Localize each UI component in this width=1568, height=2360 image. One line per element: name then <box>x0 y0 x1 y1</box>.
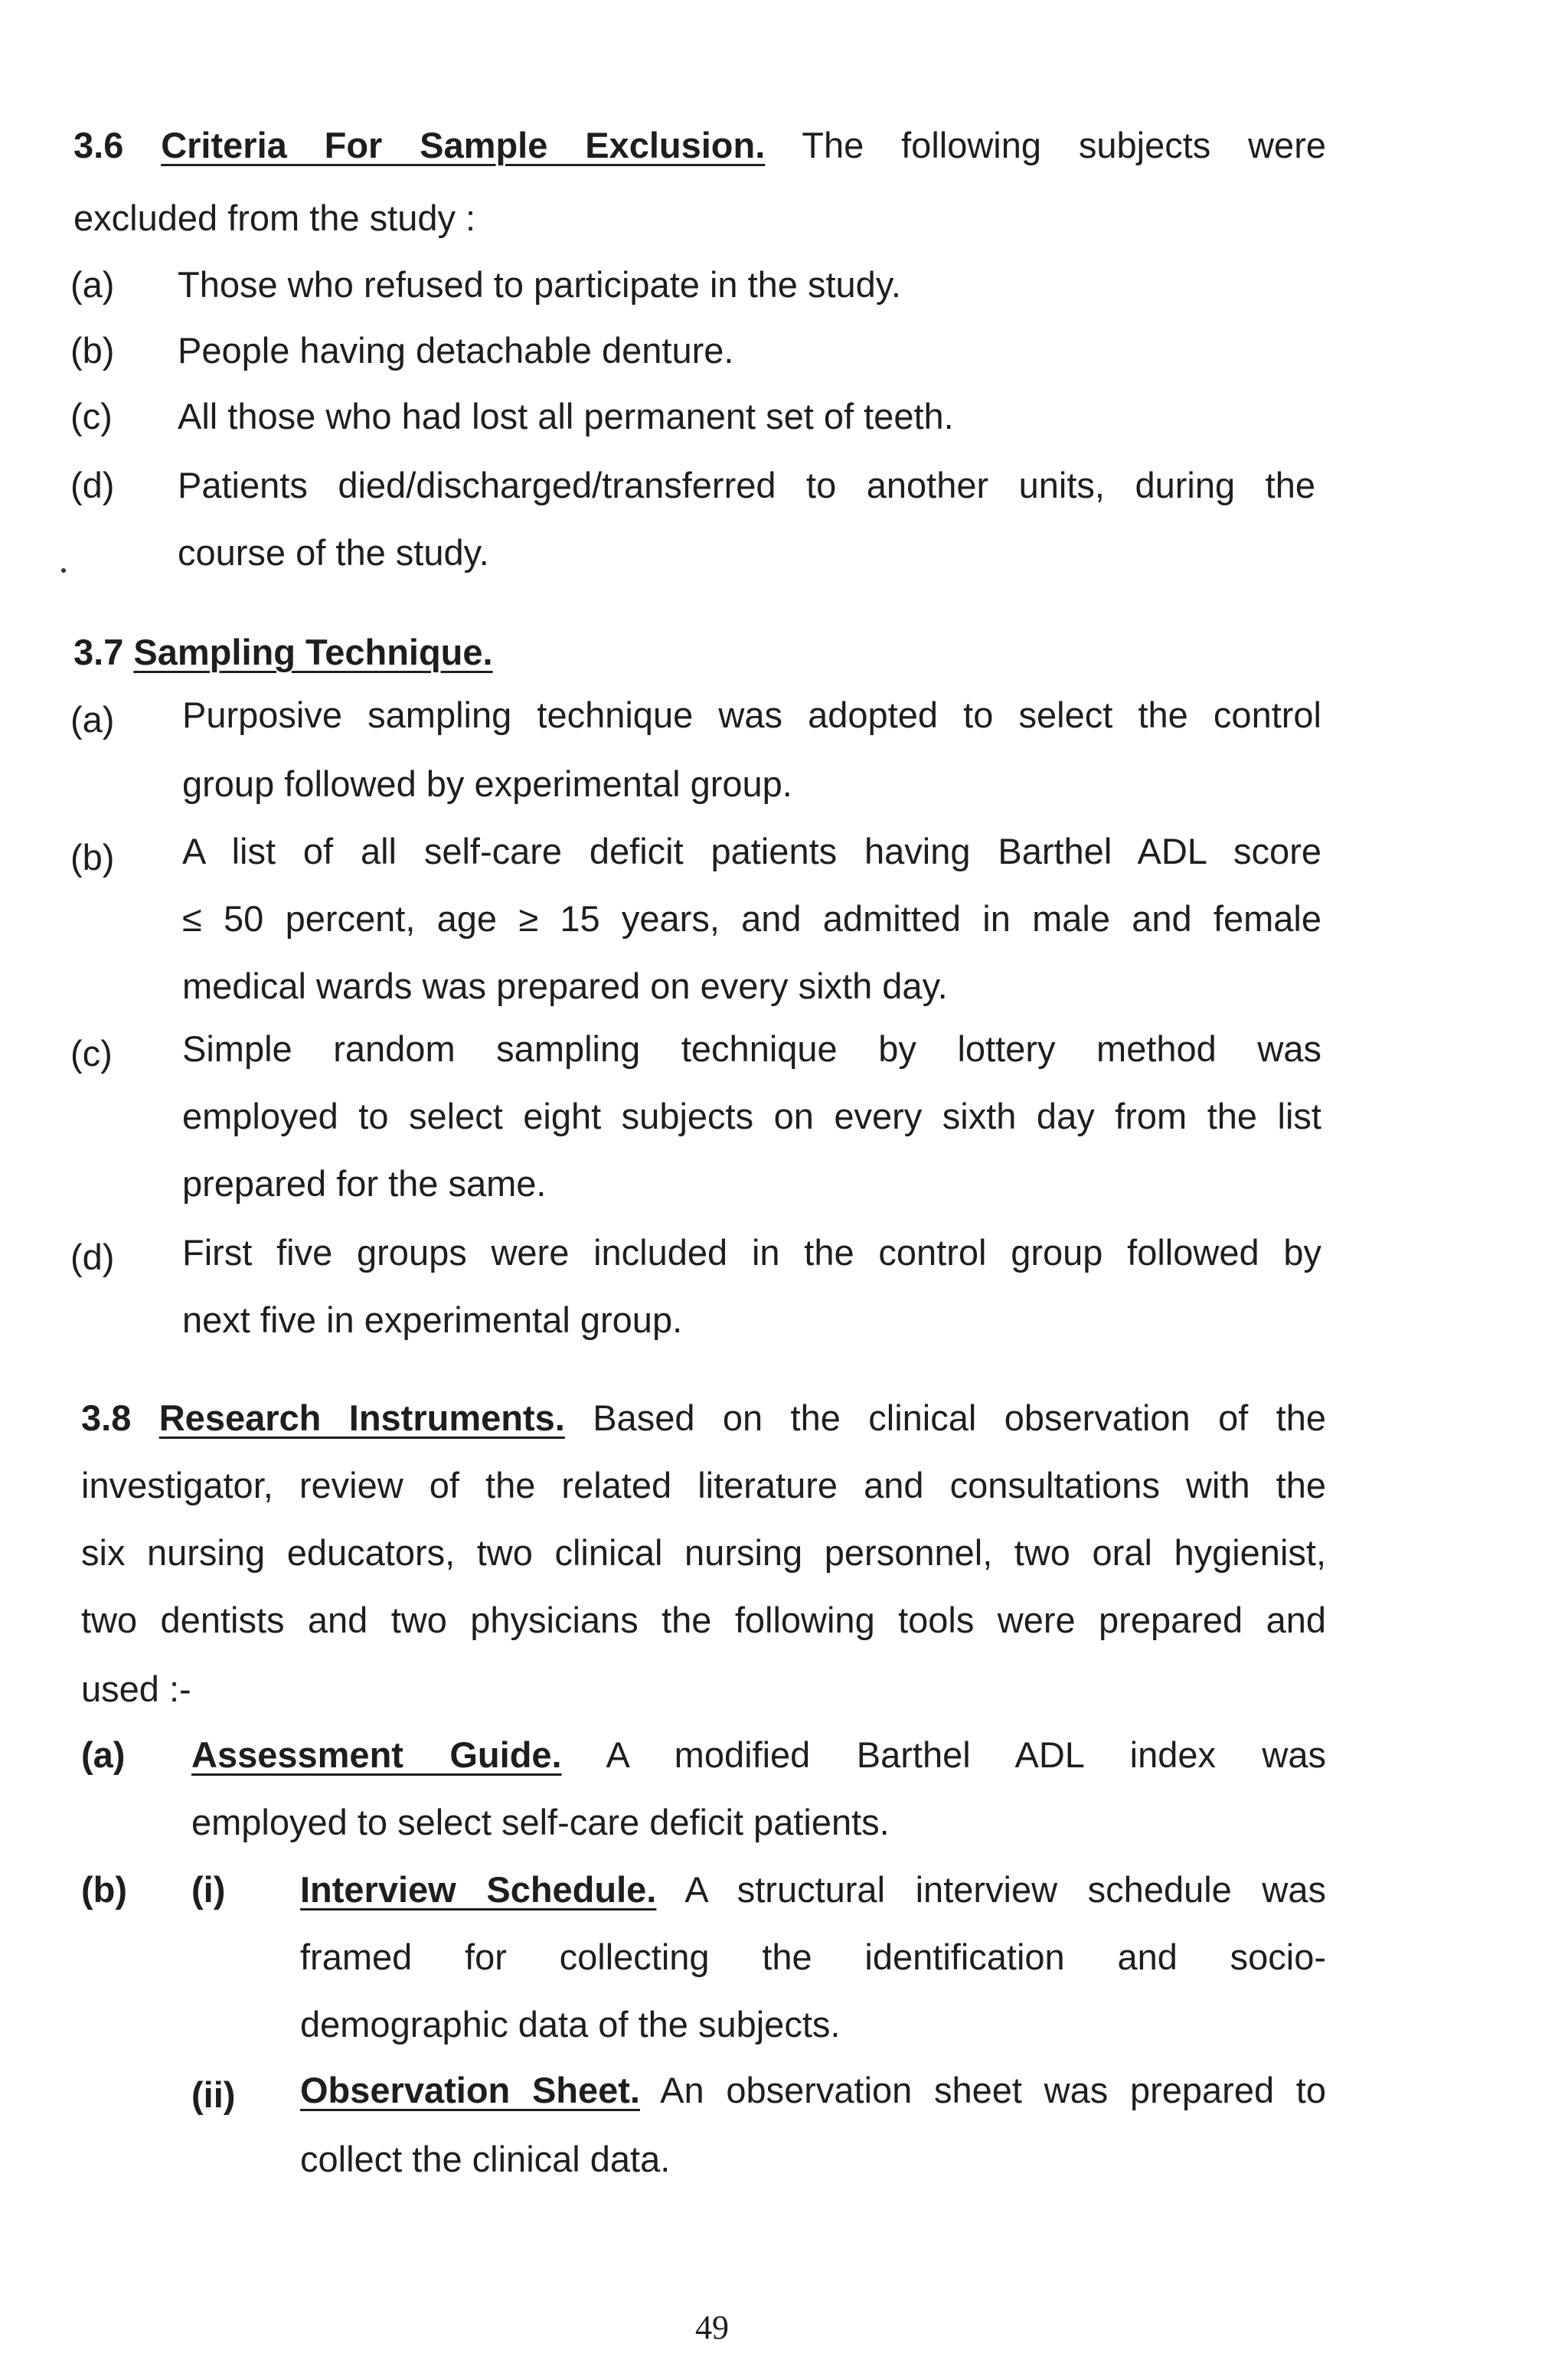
list-marker: (d) <box>70 1237 115 1277</box>
list-marker: (b) <box>70 837 115 878</box>
section-number: 3.8 <box>81 1397 132 1438</box>
list-item-text <box>300 1867 1326 1913</box>
list-item-text: Purposive sampling technique was adopted to select the control <box>182 695 1321 735</box>
item-text: A modified Barthel ADL index was <box>606 1734 1327 1775</box>
list-item-text: Simple random sampling technique by lottery method was <box>182 1028 1321 1069</box>
list-item-text: demographic data of the subjects. <box>300 2004 841 2045</box>
list-marker: (c) <box>70 1033 113 1074</box>
list-item-text: collect the clinical data. <box>300 2139 671 2179</box>
page-number: 49 <box>695 2309 729 2346</box>
list-item-text: Those who refused to participate in the study. <box>178 264 901 305</box>
list-item-text: A list of all self-care deficit patients having Barthel ADL score <box>182 831 1321 871</box>
list-item-text: framed for collecting the identification and socio- <box>300 1937 1326 1977</box>
list-marker: (a) <box>70 699 115 740</box>
list-marker: (b) <box>81 1869 128 1910</box>
list-item-text: prepared for the same. <box>182 1163 547 1204</box>
list-item-text: All those who had lost all permanent set of teeth. <box>178 396 954 436</box>
list-item-text <box>191 1732 1326 1778</box>
item-text: An observation sheet was prepared to <box>660 2070 1327 2110</box>
section-number: 3.7 <box>74 632 124 672</box>
intro-text: Based on the clinical observation of the <box>593 1397 1326 1438</box>
list-item-text: employed to select self-care deficit patients. <box>191 1802 890 1842</box>
list-item-text: employed to select eight subjects on every sixth day from the list <box>182 1096 1321 1136</box>
item-title: Assessment Guide. <box>191 1734 562 1775</box>
intro-text: six nursing educators, two clinical nursing personnel, two oral hygienist, <box>81 1532 1326 1573</box>
list-item-text: First five groups were included in the control group followed by <box>182 1232 1321 1273</box>
list-item-text <box>300 2067 1326 2113</box>
intro-text: The following subjects were <box>802 125 1326 165</box>
list-marker: (b) <box>70 330 115 371</box>
item-title: Interview Schedule. <box>300 1869 657 1910</box>
section-heading: Criteria For Sample Exclusion. <box>161 125 766 165</box>
section-heading: Research Instruments. <box>158 1397 565 1438</box>
item-text: A structural interview schedule was <box>684 1869 1326 1910</box>
sub-list-marker: (i) <box>191 1869 226 1910</box>
list-item-text: next five in experimental group. <box>182 1299 683 1340</box>
scan-speck <box>61 568 66 573</box>
list-item-text: course of the study. <box>178 532 489 573</box>
intro-text: used :- <box>81 1669 191 1709</box>
section-heading: Sampling Technique. <box>133 632 493 672</box>
list-item-text: medical wards was prepared on every sixth day. <box>182 966 948 1006</box>
item-title: Observation Sheet. <box>300 2070 640 2110</box>
list-item-text: Patients died/discharged/transferred to another units, during the <box>178 465 1315 505</box>
section-number: 3.6 <box>74 125 124 165</box>
intro-text: two dentists and two physicians the following tools were prepared and <box>81 1600 1326 1640</box>
section-3-7-heading-line <box>74 629 1326 675</box>
section-3-8-heading-line <box>81 1395 1326 1441</box>
list-item-text: group followed by experimental group. <box>182 763 792 804</box>
list-item-text: People having detachable denture. <box>178 330 734 371</box>
sub-list-marker: (ii) <box>191 2074 236 2115</box>
list-marker: (c) <box>70 396 113 436</box>
intro-text: investigator, review of the related literature and consultations with the <box>81 1465 1326 1505</box>
list-item-text: ≤ 50 percent, age ≥ 15 years, and admitted in male and female <box>182 898 1321 939</box>
list-marker: (a) <box>70 264 115 305</box>
intro-text: excluded from the study : <box>74 198 476 238</box>
list-marker: (d) <box>70 465 115 505</box>
list-marker: (a) <box>81 1734 126 1775</box>
section-3-6-heading-line <box>74 123 1326 168</box>
